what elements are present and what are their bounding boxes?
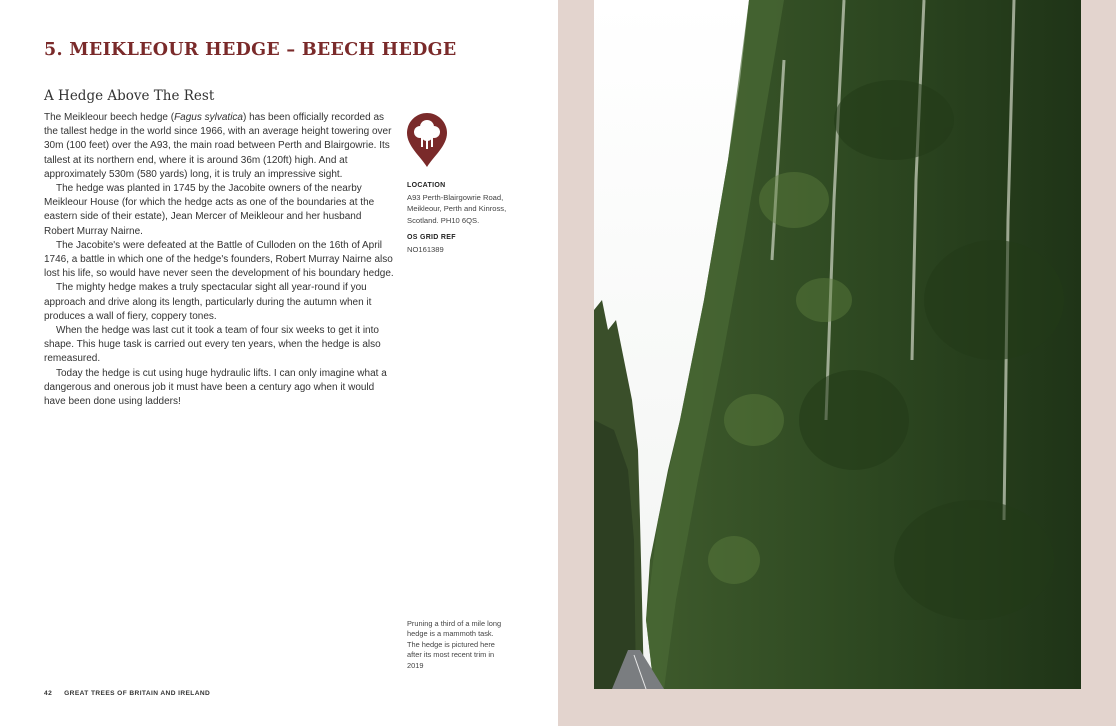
intro-close: )	[243, 112, 247, 123]
paragraph	[44, 111, 394, 182]
paragraph: Today the hedge is cut using huge hydraulic lifts. I can only imagine what a dangerous and onerous job it must have been a century ago when it would have been done using ladders!	[44, 367, 387, 408]
intro-lead: The Meikleour beech hedge (	[44, 112, 175, 123]
chapter-title: 5. MEIKLEOUR HEDGE – BEECH HEDGE	[44, 40, 457, 60]
section-subtitle: A Hedge Above The Rest	[44, 88, 215, 104]
grid-ref-label: OS GRID REF	[407, 234, 456, 242]
location-info	[407, 176, 517, 256]
page-footer	[44, 690, 210, 697]
location-label: LOCATION	[407, 182, 446, 189]
latin-name: Fagus sylvatica	[174, 112, 243, 123]
paragraph-text: has been officially recorded as the tallest hedge in the world since 1966, with an average height towering over 30m (100 feet) over the A93, the main road between Perth and Blairgowrie. Its tallest at its northern end, where it is around 36m (120ft) high. And at approximately 530m (580 yards) long, it is truly an impressive sight.	[44, 112, 392, 180]
grid-ref-value: NO161389	[407, 244, 444, 254]
paragraph: The hedge was planted in 1745 by the Jacobite owners of the nearby Meikleour House (for which the hedge acts as one of the boundaries at the eastern side of their estate), Jean Mercer of Meikleour and her husband Robert Murray Nairne.	[44, 183, 375, 237]
tree-location-pin-icon	[407, 113, 447, 167]
paragraph: The Jacobite's were defeated at the Battle of Culloden on the 16th of April 1746, a battle in which one of the hedge's founders, Robert Murray Nairne also lost his life, so would have never seen the development of his boundary hedge.	[44, 239, 394, 280]
page-number: 42	[44, 690, 53, 697]
location-value: A93 Perth-Blairgowrie Road, Meikleour, Perth and Kinross, Scotland. PH10 6QS.	[407, 192, 507, 225]
photo-caption: Pruning a third of a mile long hedge is a mammoth task. The hedge is pictured here after its most recent trim in 2019	[407, 619, 502, 670]
paragraph: When the hedge was last cut it took a team of four six weeks to get it into shape. This huge task is carried out every ten years, when the hedge is also remeasured.	[44, 325, 381, 365]
paragraph: The mighty hedge makes a truly spectacular sight all year-round if you approach and drive along its length, particularly during the autumn when it produces a wall of fiery, coppery tones.	[44, 282, 372, 322]
hedge-photo	[594, 0, 1081, 689]
book-title: GREAT TREES OF BRITAIN AND IRELAND	[64, 690, 211, 697]
article-body	[44, 111, 394, 409]
